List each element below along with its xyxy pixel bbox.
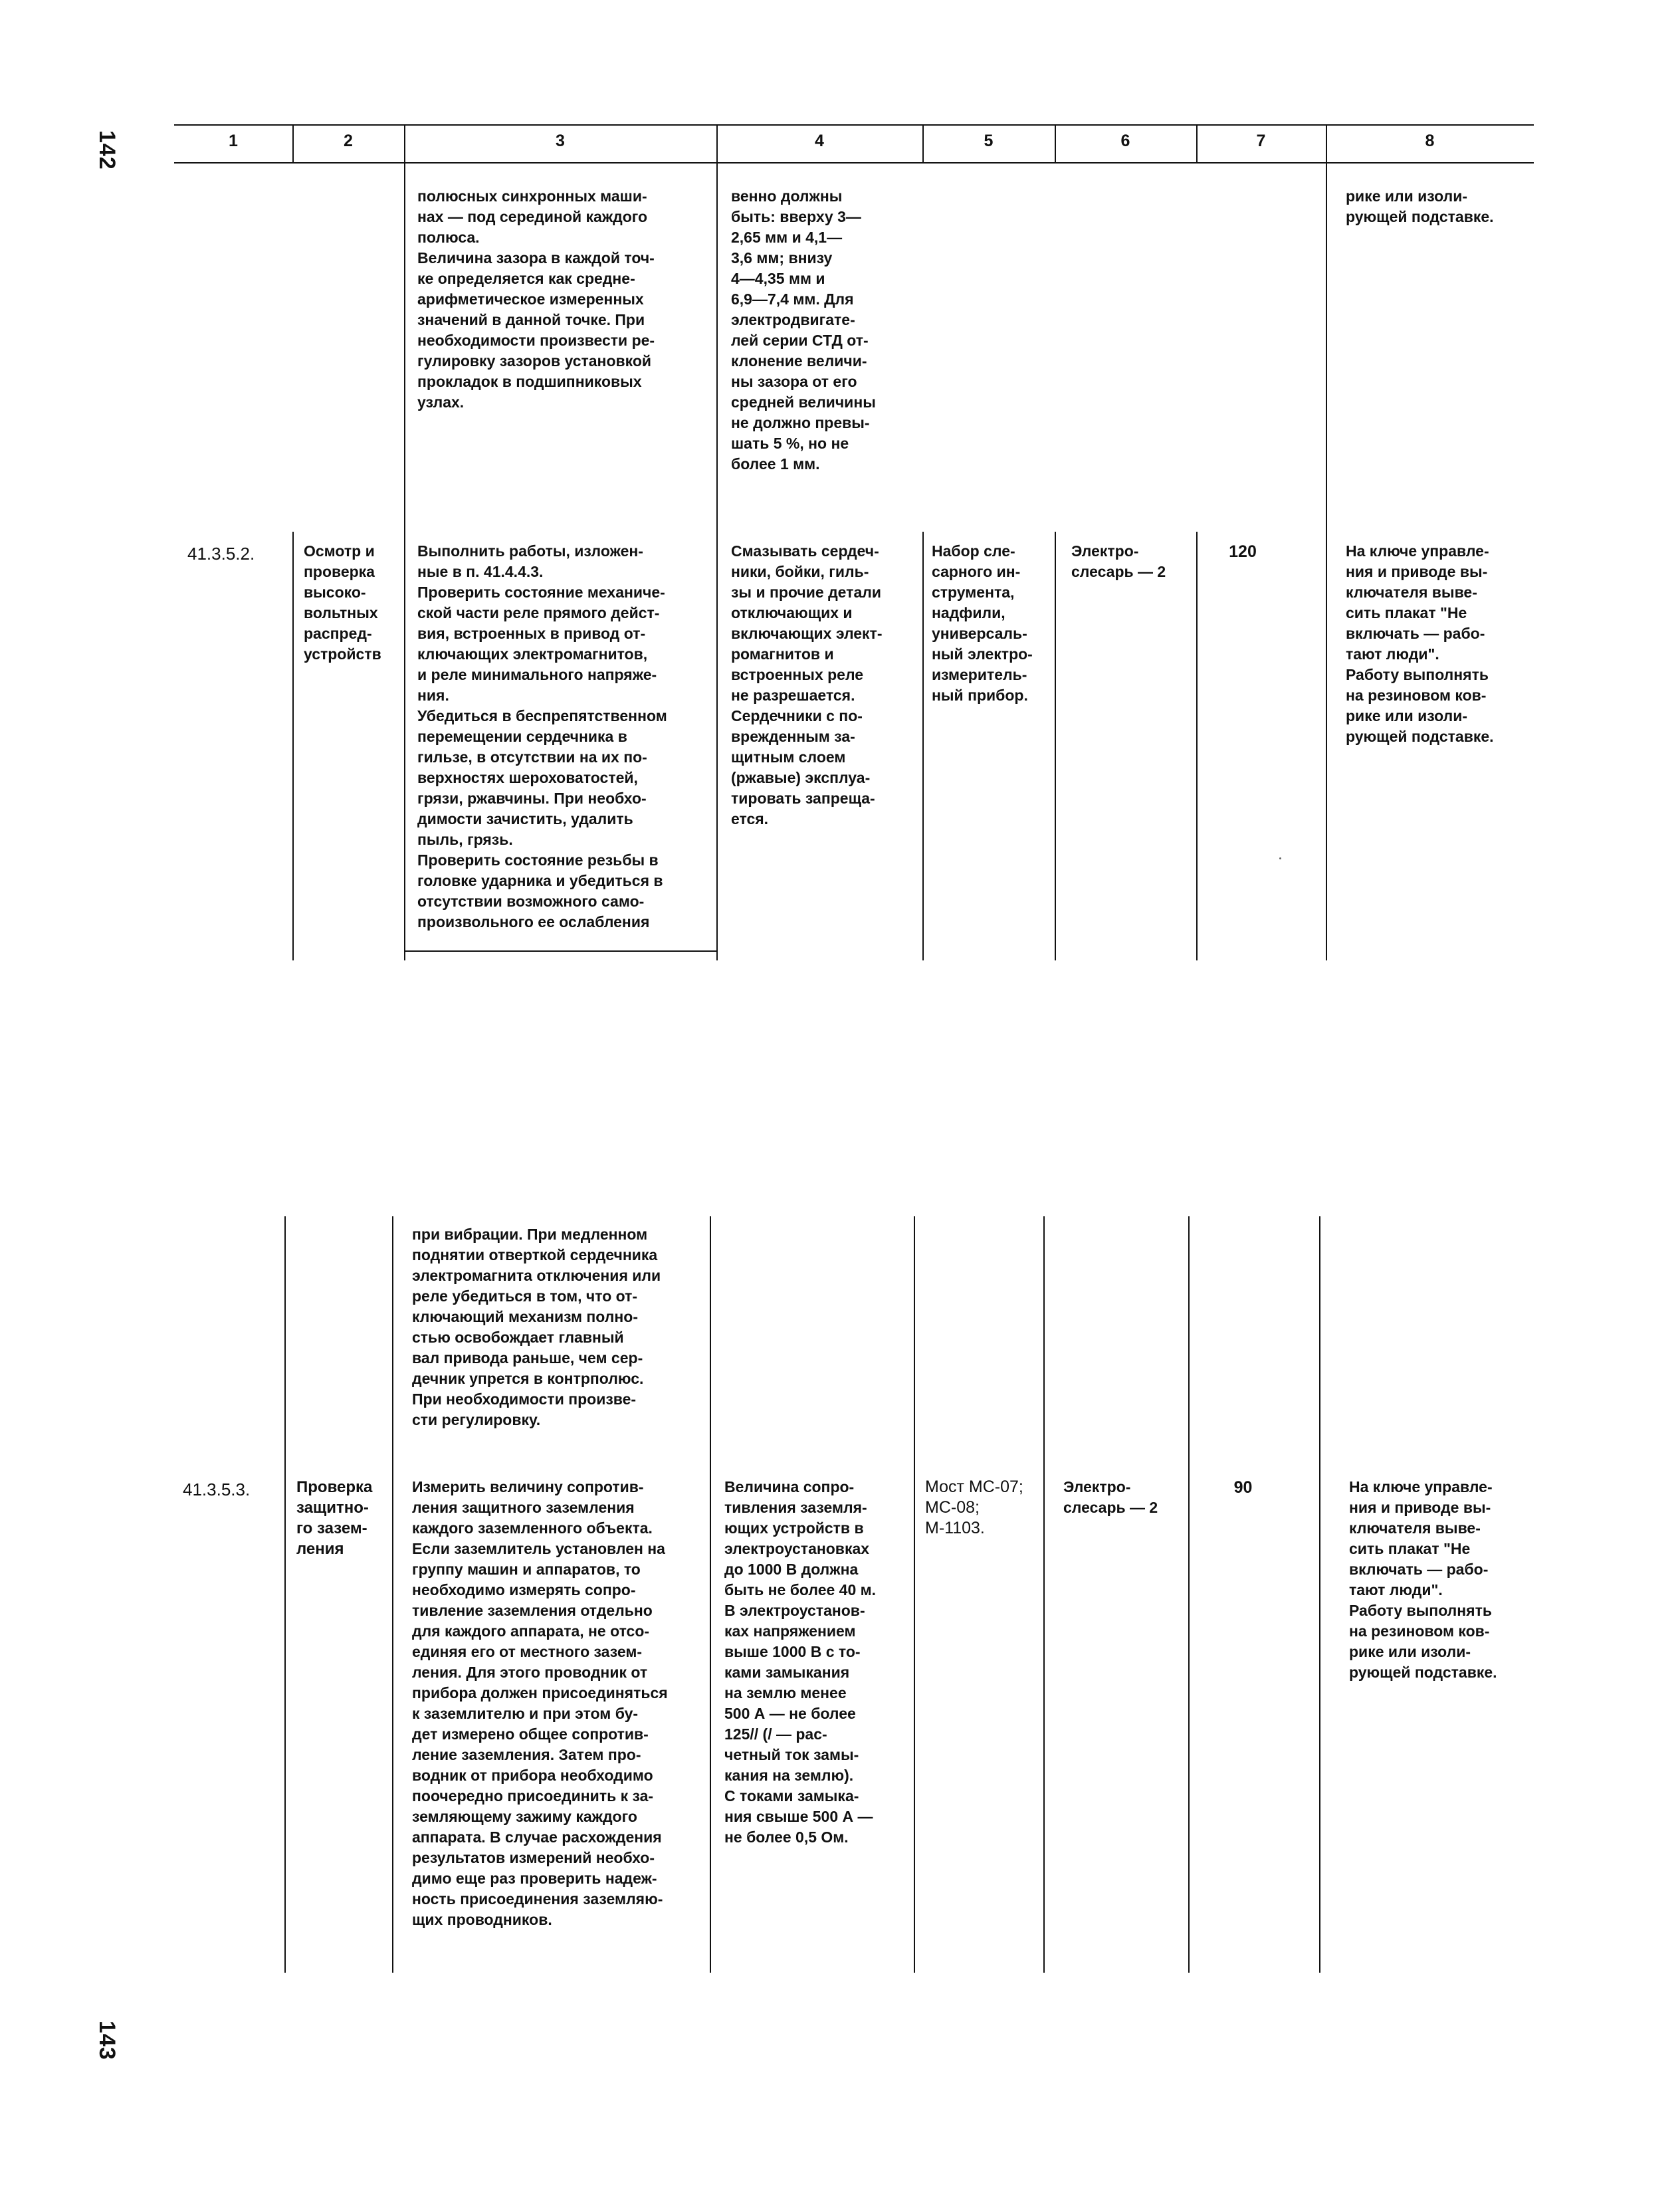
header-col-7: 7 [1256, 132, 1266, 150]
header-col-5: 5 [984, 132, 994, 150]
page-number-bottom: 143 [94, 2021, 120, 2060]
column-divider-1-2 [284, 1216, 286, 1973]
header-col-4: 4 [815, 132, 824, 150]
header-col-1: 1 [229, 132, 238, 150]
cont-cell-col4: венно должны быть: вверху 3— 2,65 мм и 4,1— 3,6 мм; внизу 4—4,35 мм и 6,9—7,4 мм. Для электродвигате- лей серии СТД от- клонение величи- ны зазора от его средней величины не должно превы- шать 5 %, но не более 1 мм. [731, 187, 876, 473]
row-col6-performer: Электро- слесарь — 2 [1063, 1478, 1158, 1516]
header-col-6: 6 [1120, 132, 1130, 150]
row-code: 41.3.5.3. [183, 1480, 251, 1499]
table-header-rule [174, 162, 1534, 164]
header-col-8: 8 [1425, 132, 1435, 150]
scan-speck [1279, 857, 1281, 859]
row-col2-name: Проверка защитно- го зазем- ления [296, 1478, 373, 1558]
column-divider-5-6 [1043, 1216, 1045, 1973]
cell-bottom-rule [404, 950, 718, 952]
row-col2-name: Осмотр и проверка высоко- вольтных распред- устройств [304, 542, 381, 663]
row-col8-safety: На ключе управле- ния и приводе вы- ключателя выве- сить плакат "Не включать — рабо- тают люди". Работу выполнять на резиновом ков- рике или изоли- рующей подставке. [1346, 542, 1494, 745]
header-col-3: 3 [556, 132, 565, 150]
row-col3-content: Измерить величину сопротив- ления защитного заземления каждого заземленного объекта. Если заземлитель установлен на группу машин и аппаратов, то необходимо измерять сопро- тивление заземления отдельно для каждого аппарата, не отсо- единяя его от местного зазем- ления. Для этого проводник от прибора должен присоединяться к заземлителю и при этом бу- дет измерено общее сопротив- ление заземления. Затем про- водник от прибора необходимо поочередно присоединить к за- земляющему зажиму каждого аппарата. В случае расхождения результатов измерений необхо- димо еще раз проверить надеж- ность присоединения заземляю- щих проводников. [412, 1478, 668, 1928]
column-divider-5-6 [1055, 532, 1056, 960]
column-divider-6-7 [1188, 1216, 1190, 1973]
row-col6-performer: Электро- слесарь — 2 [1071, 542, 1166, 580]
header-col-2: 2 [344, 132, 353, 150]
row-col8-safety: На ключе управле- ния и приводе вы- ключателя выве- сить плакат "Не включать — рабо- тают люди". Работу выполнять на резиновом ков- рике или изоли- рующей подставке. [1349, 1478, 1497, 1681]
row-col3-content: Выполнить работы, изложен- ные в п. 41.4.4.3. Проверить состояние механиче- ской части реле прямого дейст- вия, встроенных в привод от- ключающих электромагнитов, и реле минимального напряже- ния. Убедиться в беспрепятственном перемещении сердечника в гильзе, в отсутствии на их по- верхностях шероховатостей, грязи, ржавчины. При необхо- димости зачистить, удалить пыль, грязь. Проверить состояние резьбы в головке ударника и убедиться в отсутствии возможного само- произвольного ее ослабления [417, 542, 667, 931]
column-divider-1-2 [292, 532, 294, 960]
column-divider-3-4 [710, 1216, 711, 1973]
column-divider-4-5 [914, 1216, 915, 1973]
row-col7-time: 90 [1233, 1478, 1253, 1497]
page-number-top: 142 [94, 130, 120, 170]
column-divider-7-8 [1319, 1216, 1320, 1973]
row-col5-tools: Набор сле- сарного ин- струмента, надфили, универсаль- ный электро- измеритель- ный прибор. [932, 542, 1033, 704]
column-divider-7-8 [1326, 124, 1327, 960]
column-divider-2-3 [404, 124, 405, 960]
column-divider-6-7 [1196, 532, 1198, 960]
row-code: 41.3.5.2. [187, 544, 255, 564]
column-divider-4-5 [922, 532, 924, 960]
cont-cell-col3: полюсных синхронных маши- нах — под серединой каждого полюса. Величина зазора в каждой точ- ке определяется как средне- арифметическое измеренных значений в данной точке. При необходимости произвести ре- гулировку зазоров установкой прокладок в подшипниковых узлах. [417, 187, 655, 411]
cont-cell-col3-lower: при вибрации. При медленном поднятии отверткой сердечника электромагнита отключения или реле убедиться в том, что от- ключающий механизм полно- стью освобождает главный вал привода раньше, чем сер- дечник упрется в контрполюс. При необходимости произве- сти регулировку. [412, 1226, 661, 1428]
column-divider-3-4 [716, 124, 718, 960]
row-col4-requirements: Смазывать сердеч- ники, бойки, гиль- зы и прочие детали отключающих и включающих элект- ромагнитов и встроенных реле не разрешается. Сердечники с по- врежденным за- щитным слоем (ржавые) эксплуа- тировать запреща- ется. [731, 542, 883, 827]
column-divider-2-3 [392, 1216, 393, 1973]
row-col7-time: 120 [1229, 542, 1257, 561]
table-top-rule [174, 124, 1534, 126]
row-col4-requirements: Величина сопро- тивления заземля- ющих устройств в электроустановках до 1000 В должна быть не более 40 м. В электроустанов- ках напряжением выше 1000 В с то- ками замыкания на землю менее 500 А — не более 125// (/ — рас- четный ток замы- кания на землю). С токами замыка- ния свыше 500 А — не более 0,5 Ом. [724, 1478, 877, 1846]
cont-cell-col8: рике или изоли- рующей подставке. [1346, 187, 1494, 225]
row-col5-tools: Мост МС-07; МС-08; М-1103. [925, 1478, 1023, 1537]
